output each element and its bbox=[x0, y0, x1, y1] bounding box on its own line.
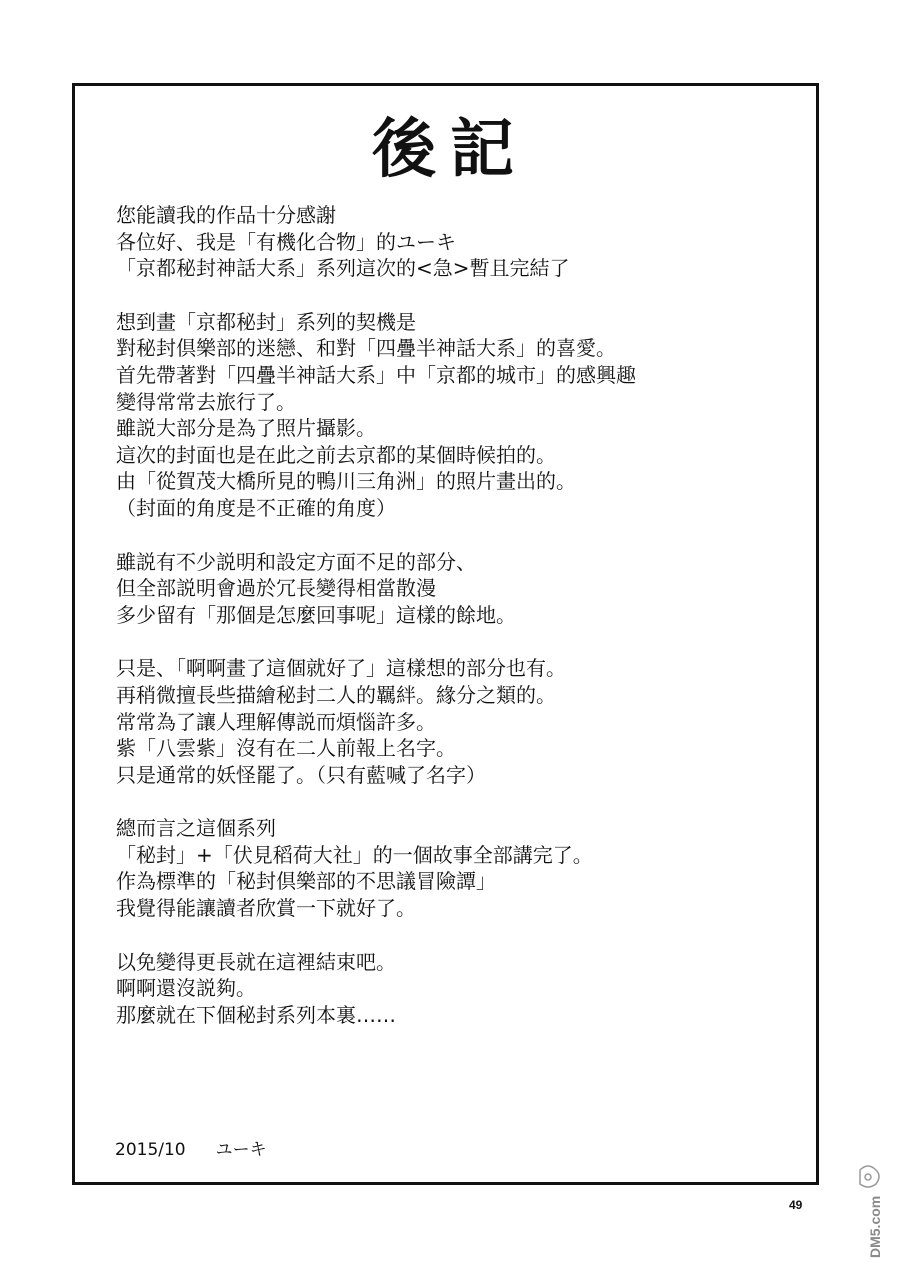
text-line: 多少留有「那個是怎麼回事呢」這樣的餘地。 bbox=[116, 602, 516, 627]
text-line: 總而言之這個系列 bbox=[116, 816, 276, 841]
text-line: 「秘封」+「伏見稻荷大社」的一個故事全部講完了。 bbox=[116, 842, 593, 867]
signature bbox=[115, 1139, 267, 1161]
signature-date: 2015/10 bbox=[115, 1140, 186, 1160]
text-line: 那麼就在下個秘封系列本裏…… bbox=[116, 1002, 396, 1027]
afterword-title: 後記 bbox=[372, 112, 528, 187]
text-line: 變得常常去旅行了。 bbox=[116, 389, 296, 414]
text-line: 再稍微擅長些描繪秘封二人的羈絆。緣分之類的。 bbox=[116, 682, 556, 707]
text-line: 常常為了讓人理解傳説而煩惱許多。 bbox=[116, 709, 436, 734]
paragraph bbox=[116, 655, 806, 788]
text-line: 這次的封面也是在此之前去京都的某個時候拍的。 bbox=[116, 442, 556, 467]
text-line: 雖説有不少説明和設定方面不足的部分、 bbox=[116, 549, 476, 574]
text-line: 雖説大部分是為了照片攝影。 bbox=[116, 416, 376, 441]
text-line: 啊啊還沒説夠。 bbox=[116, 976, 256, 1001]
text-line: 各位好、我是「有機化合物」的ユーキ bbox=[116, 229, 456, 254]
text-line: 由「從賀茂大橋所見的鴨川三角洲」的照片畫出的。 bbox=[116, 469, 576, 494]
signature-author: ユーキ bbox=[215, 1140, 267, 1160]
text-line: 對秘封倶樂部的迷戀、和對「四疊半神話大系」的喜愛。 bbox=[116, 336, 616, 361]
text-line: 只是、「啊啊畫了這個就好了」這樣想的部分也有。 bbox=[116, 656, 566, 681]
text-line: 我覺得能讓讀者欣賞一下就好了。 bbox=[116, 896, 416, 921]
watermark-text: DM5.com bbox=[867, 1195, 883, 1258]
afterword-body bbox=[116, 202, 806, 1055]
paragraph bbox=[116, 309, 806, 522]
text-line: 首先帶著對「四疊半神話大系」中「京都的城市」的感興趣 bbox=[116, 362, 636, 387]
paragraph bbox=[116, 949, 806, 1029]
text-line: 作為標準的「秘封倶樂部的不思議冒險譚」 bbox=[116, 869, 496, 894]
text-line: 只是通常的妖怪罷了。（只有藍喊了名字） bbox=[116, 762, 486, 787]
text-line: 「京都秘封神話大系」系列這次的<急>暫且完結了 bbox=[116, 256, 570, 281]
paragraph bbox=[116, 815, 806, 921]
dm5-watermark-logo bbox=[850, 1150, 894, 1260]
text-line: 以免變得更長就在這裡結束吧。 bbox=[116, 949, 396, 974]
paragraph bbox=[116, 549, 806, 629]
text-line: 紫「八雲紫」沒有在二人前報上名字。 bbox=[116, 736, 456, 761]
text-line: （封面的角度是不正確的角度） bbox=[116, 495, 396, 520]
page-number: 49 bbox=[789, 1198, 803, 1212]
text-line: 但全部説明會過於冗長變得相當散漫 bbox=[116, 576, 436, 601]
text-line: 想到畫「京都秘封」系列的契機是 bbox=[116, 309, 416, 334]
text-line: 您能讀我的作品十分感謝 bbox=[116, 203, 336, 227]
paragraph bbox=[116, 202, 806, 282]
